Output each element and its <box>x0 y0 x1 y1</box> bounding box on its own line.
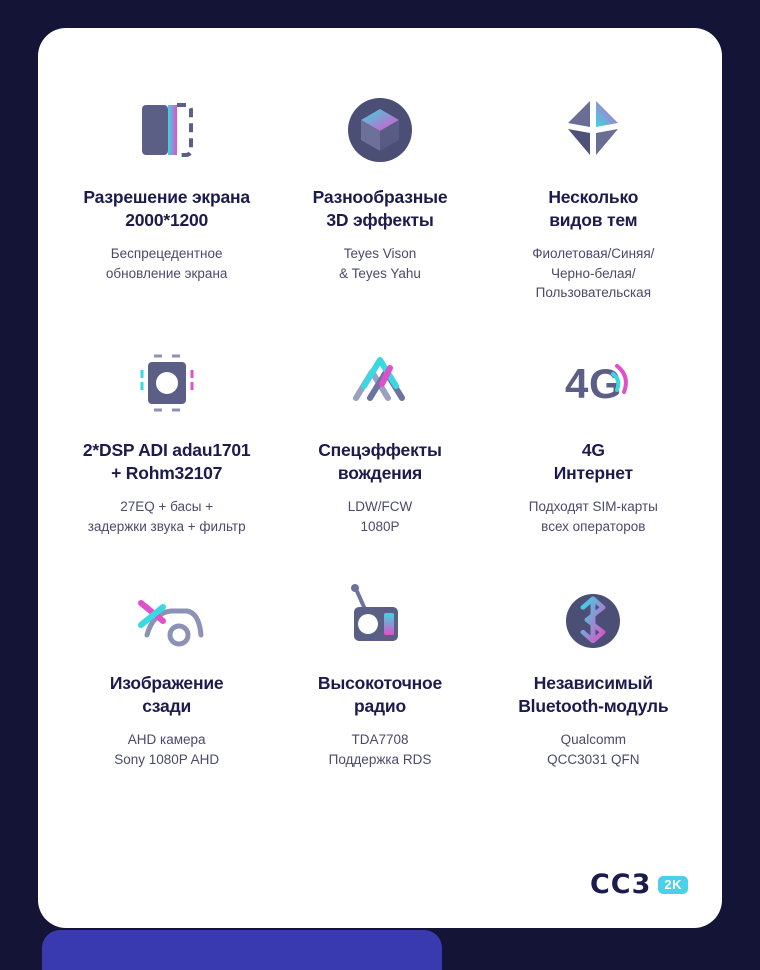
feature-item-screen-resolution <box>60 68 273 303</box>
feature-item-rear-camera <box>60 554 273 769</box>
sub-line-1: Фиолетовая/Синяя/ <box>532 246 655 262</box>
feature-item-4g <box>487 321 700 536</box>
logo-badge-2k: 2K <box>658 876 688 894</box>
title-line-1: 4G <box>581 439 605 460</box>
bottom-strip-decoration <box>42 930 442 970</box>
radio-icon <box>330 564 430 668</box>
feature-title <box>318 439 442 485</box>
title-line-2: 2000*1200 <box>125 210 209 231</box>
title-line-1: Независимый <box>533 673 653 694</box>
title-line-2: + Rohm32107 <box>111 462 223 483</box>
bluetooth-icon <box>543 564 643 668</box>
title-line-2: сзади <box>142 696 192 717</box>
title-line-1: Высокоточное <box>317 673 443 694</box>
sub-line-3: Пользовательская <box>535 285 652 301</box>
feature-grid <box>38 28 722 770</box>
sub-line-2: всех операторов <box>541 518 646 534</box>
svg-text:4: 4 <box>565 359 589 407</box>
title-line-2: Bluetooth-модуль <box>518 696 669 717</box>
sub-line-2: & Teyes Yahu <box>339 265 421 281</box>
feature-title <box>110 672 224 718</box>
feature-title <box>318 672 442 718</box>
feature-subtitle <box>532 244 654 303</box>
sub-line-2: Sony 1080P AHD <box>114 751 220 767</box>
product-logo <box>590 869 688 900</box>
feature-item-driving-effects <box>273 321 486 536</box>
sub-line-2: 1080P <box>360 518 400 534</box>
sub-line-1: 27EQ + басы + <box>120 499 214 515</box>
feature-card <box>38 28 722 928</box>
feature-subtitle <box>106 244 227 283</box>
feature-subtitle <box>348 497 413 536</box>
feature-subtitle <box>88 497 246 536</box>
title-line-2: Интернет <box>553 462 633 483</box>
feature-title <box>313 186 448 232</box>
sub-line-1: AHD камера <box>127 732 206 748</box>
sub-line-1: Подходят SIM-карты <box>528 499 658 515</box>
title-line-2: вождения <box>337 462 423 483</box>
title-line-1: Разнообразные <box>312 187 448 207</box>
logo-text: CC3 <box>589 869 652 900</box>
feature-subtitle <box>547 730 639 769</box>
title-line-1: Несколько <box>548 187 639 207</box>
sub-line-2: обновление экрана <box>105 265 228 281</box>
title-line-1: Разрешение экрана <box>83 187 250 207</box>
sub-line-2: задержки звука + фильтр <box>87 518 246 534</box>
sub-line-1: Беспрецедентное <box>110 246 223 262</box>
svg-text:G: G <box>589 359 622 407</box>
feature-subtitle <box>114 730 219 769</box>
sub-line-1: Qualcomm <box>560 732 626 748</box>
title-line-1: Изображение <box>109 673 224 694</box>
sub-line-2: QCC3031 QFN <box>547 751 640 767</box>
sub-line-1: LDW/FCW <box>347 499 413 515</box>
feature-subtitle <box>329 730 432 769</box>
feature-subtitle <box>529 497 658 536</box>
feature-title <box>83 439 251 485</box>
sub-line-2: Черно-белая/ <box>551 265 636 281</box>
title-line-2: радио <box>354 696 406 717</box>
feature-item-3d-effects <box>273 68 486 303</box>
feature-item-dsp <box>60 321 273 536</box>
sub-line-1: TDA7708 <box>351 732 409 748</box>
4g-internet-icon <box>543 331 643 435</box>
title-line-2: 3D эффекты <box>326 210 434 231</box>
rear-camera-icon <box>117 564 217 668</box>
themes-icon <box>550 78 636 182</box>
feature-item-bluetooth <box>487 554 700 769</box>
feature-title <box>83 186 250 232</box>
sub-line-2: Поддержка RDS <box>328 751 432 767</box>
title-line-2: видов тем <box>549 210 638 231</box>
cube-3d-effects-icon <box>337 78 423 182</box>
feature-item-themes <box>487 68 700 303</box>
feature-subtitle <box>339 244 421 283</box>
feature-title <box>554 439 633 485</box>
feature-title <box>548 186 638 232</box>
screen-resolution-icon <box>124 78 210 182</box>
feature-item-radio <box>273 554 486 769</box>
dsp-chip-icon <box>124 331 210 435</box>
title-line-1: Спецэффекты <box>318 439 442 460</box>
title-line-1: 2*DSP ADI adau1701 <box>82 439 251 460</box>
driving-effects-icon <box>330 331 430 435</box>
feature-title <box>518 672 668 718</box>
sub-line-1: Teyes Vison <box>343 246 417 262</box>
